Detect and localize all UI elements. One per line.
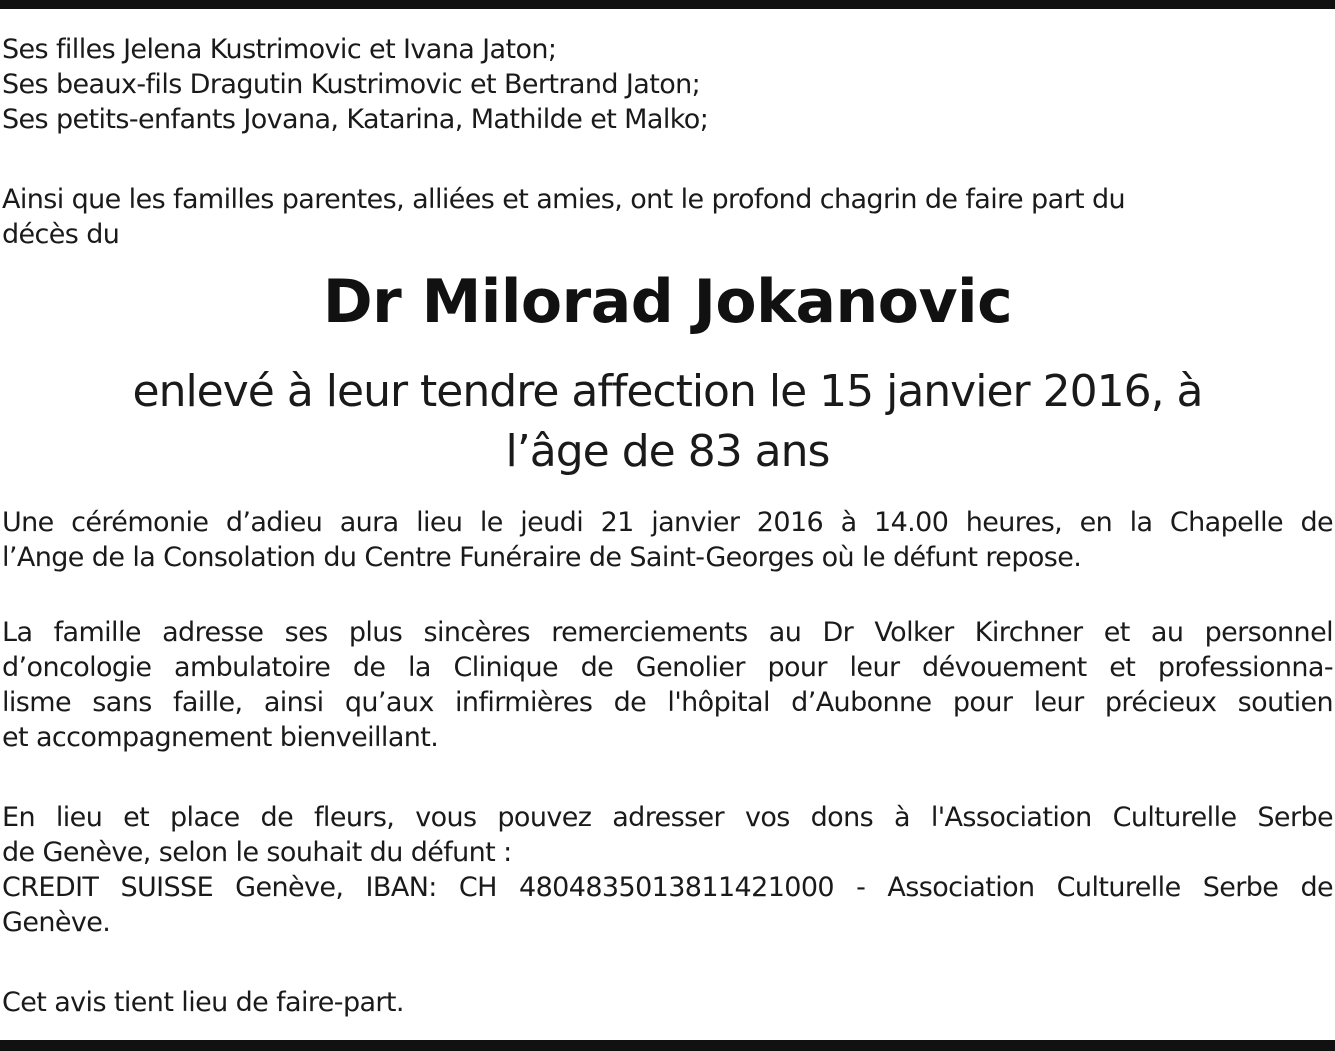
announcement-block — [2, 182, 1333, 252]
ceremony-paragraph — [2, 505, 1333, 575]
donations-line-1: En lieu et place de fleurs, vous pouvez adresser vos dons à l'Association Culturelle Serbe — [2, 802, 1333, 833]
family-members-block — [2, 32, 1333, 137]
thanks-paragraph — [2, 615, 1333, 755]
ceremony-line-2: l’Ange de la Consolation du Centre Funéraire de Saint-Georges où le défunt repose. — [2, 542, 1082, 573]
closing-note — [2, 985, 1333, 1020]
thanks-line-1: La famille adresse ses plus sincères remerciements au Dr Volker Kirchner et au personnel — [2, 617, 1333, 648]
top-border-rule — [0, 0, 1335, 9]
closing-line: Cet avis tient lieu de faire-part. — [2, 987, 404, 1018]
bank-details-line: CREDIT SUISSE Genève, IBAN: CH 4804835013811421000 - Association Culturelle Serbe de — [2, 872, 1333, 903]
donations-line-2: de Genève, selon le souhait du défunt : — [2, 837, 512, 868]
thanks-line-2: d’oncologie ambulatoire de la Clinique de Genolier pour leur dévouement et professionna- — [2, 652, 1333, 683]
deceased-name: Dr Milorad Jokanovic — [322, 267, 1013, 337]
age-line: l’âge de 83 ans — [505, 426, 830, 477]
sons-in-law-line: Ses beaux-fils Dragutin Kustrimovic et Bertrand Jaton; — [2, 69, 701, 100]
donations-paragraph — [2, 800, 1333, 940]
thanks-line-4: et accompagnement bienveillant. — [2, 722, 439, 753]
grandchildren-line: Ses petits-enfants Jovana, Katarina, Mathilde et Malko; — [2, 104, 709, 135]
announcement-line-2: décès du — [2, 219, 120, 250]
death-details — [0, 362, 1335, 482]
thanks-line-3: lisme sans faille, ainsi qu’aux infirmières de l'hôpital d’Aubonne pour leur précieux soutien — [2, 687, 1333, 718]
death-date-line: enlevé à leur tendre affection le 15 janvier 2016, à — [132, 366, 1203, 417]
bank-details-line-2: Genève. — [2, 907, 111, 938]
bottom-border-rule — [0, 1040, 1335, 1051]
announcement-line-1: Ainsi que les familles parentes, alliées et amies, ont le profond chagrin de faire part du — [2, 184, 1126, 215]
ceremony-line-1: Une cérémonie d’adieu aura lieu le jeudi 21 janvier 2016 à 14.00 heures, en la Chapelle de — [2, 507, 1333, 538]
daughters-line: Ses filles Jelena Kustrimovic et Ivana Jaton; — [2, 34, 557, 65]
